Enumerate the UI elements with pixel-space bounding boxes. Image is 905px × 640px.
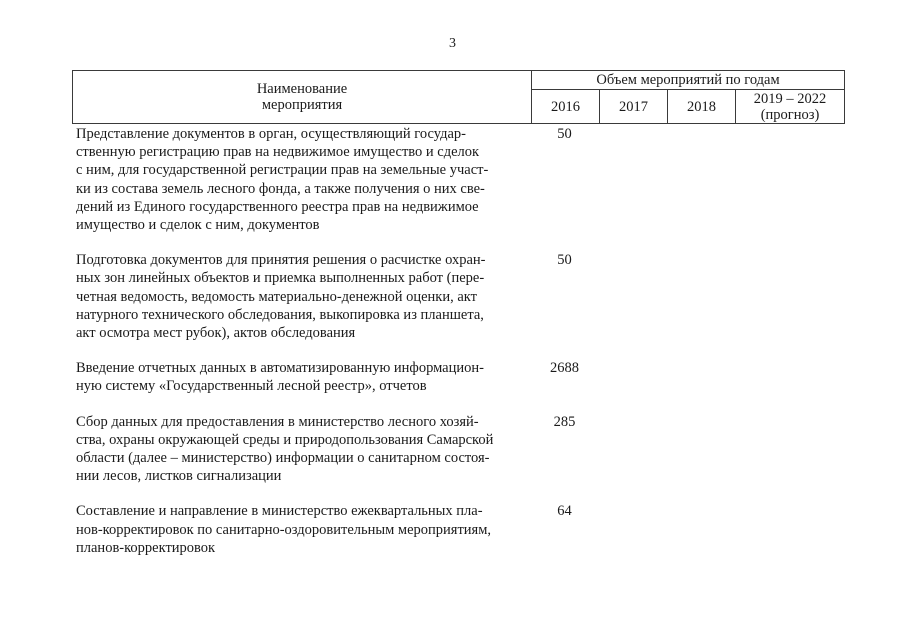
activity-line: ственную регистрацию прав на недвижимое имущество и сделок	[76, 144, 480, 161]
name-header-line: Наименование	[256, 81, 348, 97]
year-header-2018: 2018	[668, 90, 736, 124]
activity-line: натурного технического обследования, выкопировка из планшета,	[76, 306, 484, 323]
activity-line: Составление и направление в министерство ежеквартальных пла-	[76, 503, 483, 520]
activity-line: имущество и сделок с ним, документов	[76, 217, 320, 234]
volume-column-header: Объем мероприятий по годам	[532, 71, 845, 90]
activity-line: Введение отчетных данных в автоматизированную информацион-	[76, 360, 484, 377]
activity-line: нии лесов, листков сигнализации	[76, 468, 282, 485]
activity-line: нов-корректировок по санитарно-оздоровительным мероприятиям,	[76, 521, 492, 538]
activity-name	[76, 359, 534, 395]
value-2016: 2688	[550, 360, 579, 377]
year-header-2016: 2016	[532, 90, 600, 124]
table-row	[76, 502, 856, 557]
name-column-header	[73, 71, 532, 124]
activity-line: с ним, для государственной регистрации прав на земельные участ-	[76, 162, 489, 179]
year-header-2017: 2017	[600, 90, 668, 124]
year-range-label: 2019 – 2022	[753, 90, 827, 107]
activity-line: акт осмотра мест рубок), актов обследования	[76, 325, 356, 342]
activity-line: ства, охраны окружающей среды и природопользования Самарской	[76, 431, 494, 448]
table-header	[72, 70, 845, 124]
value-2016: 50	[557, 126, 572, 142]
table-row	[76, 359, 856, 395]
activity-line: Представление документов в орган, осуществляющий государ-	[76, 126, 466, 142]
value-2016: 64	[557, 503, 572, 520]
activity-name	[76, 413, 534, 486]
page-number: 3	[449, 36, 456, 51]
activity-line: ки из состава земель лесного фонда, а также получения о них све-	[76, 180, 485, 197]
table-row	[76, 251, 856, 342]
activity-line: ных зон линейных объектов и приемка выполненных работ (пере-	[76, 270, 485, 287]
forecast-label: (прогноз)	[760, 106, 820, 123]
activity-line: дений из Единого государственного реестра прав на недвижимое	[76, 198, 479, 215]
table-body	[76, 125, 856, 574]
activity-name	[76, 125, 534, 234]
activity-line: Сбор данных для предоставления в министерство лесного хозяй-	[76, 413, 479, 430]
activity-line: области (далее – министерство) информации о санитарном состоя-	[76, 450, 490, 467]
activity-name	[76, 251, 534, 342]
activity-line: четная ведомость, ведомость материально-денежной оценки, акт	[76, 288, 477, 305]
activity-name	[76, 502, 534, 557]
activity-line: Подготовка документов для принятия решения о расчистке охран-	[76, 252, 486, 269]
activity-line: планов-корректировок	[76, 539, 216, 556]
value-2016: 285	[553, 413, 576, 430]
activity-line: ную систему «Государственный лесной реестр», отчетов	[76, 378, 427, 395]
name-header-line: мероприятия	[261, 97, 343, 113]
value-2016: 50	[557, 252, 572, 269]
table-row	[76, 125, 856, 234]
table-row	[76, 413, 856, 486]
year-header-2019-2022	[736, 90, 845, 124]
